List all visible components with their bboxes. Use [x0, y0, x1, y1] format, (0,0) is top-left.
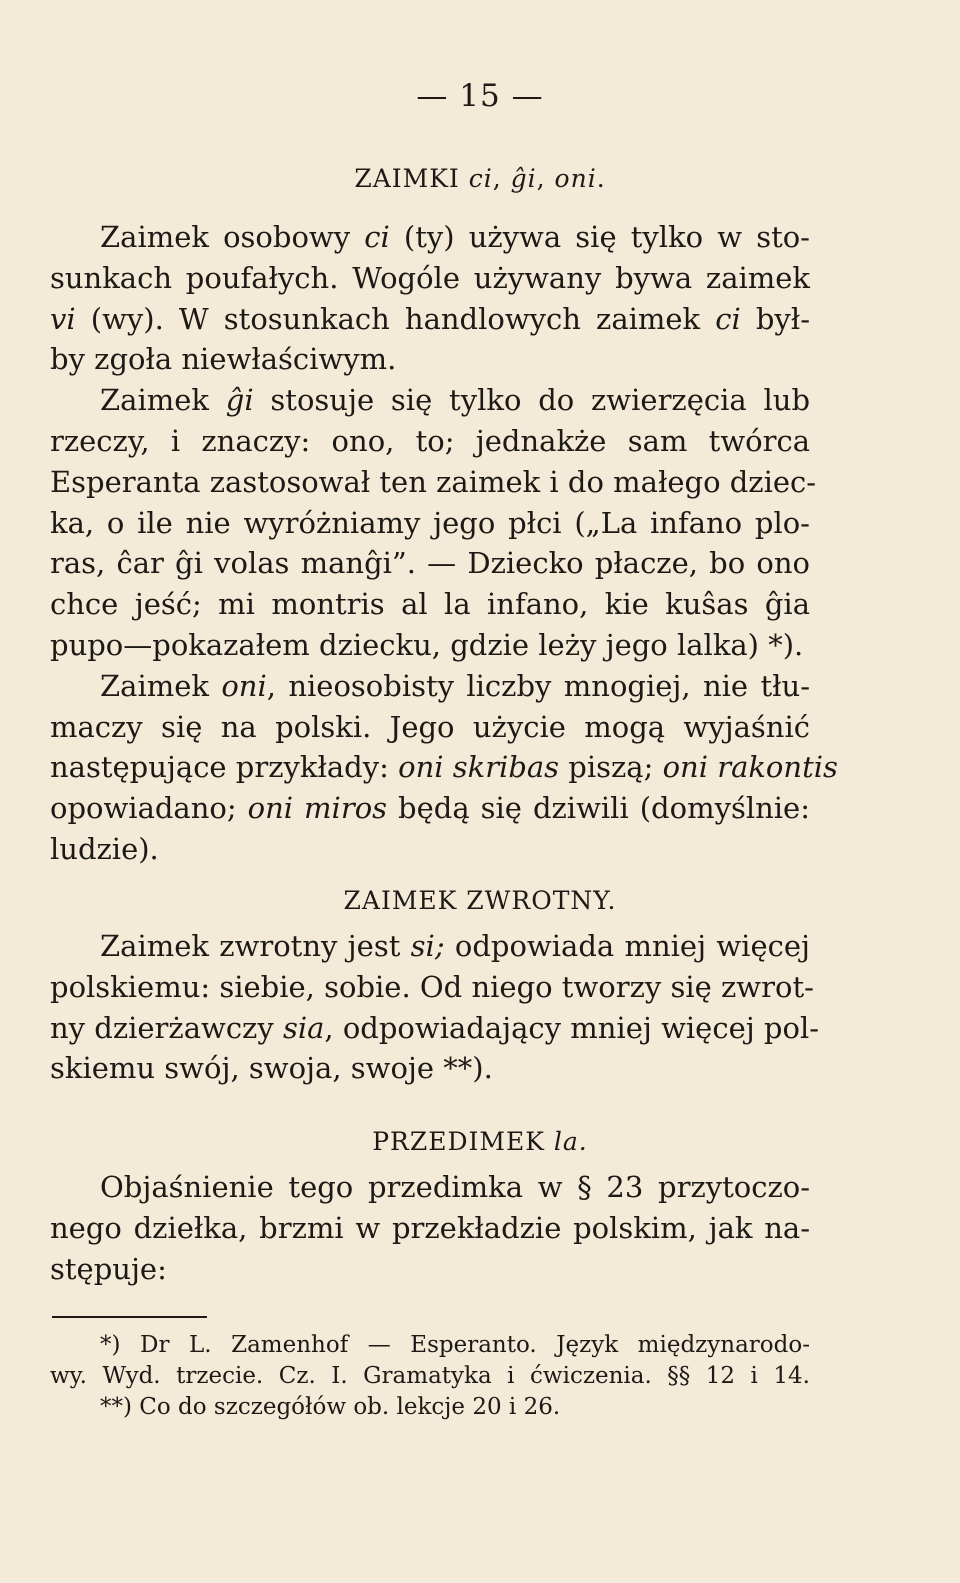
text-line: Esperanta zastosował ten zaimek i do małego dziec- — [50, 464, 817, 499]
text-line: Zaimek osobowy ci (ty) używa się tylko w sto- — [100, 220, 810, 254]
footnote-line: **) Co do szczegółów ob. lekcje 20 i 26. — [100, 1394, 561, 1420]
text-line: Zaimek ĝi stosuje się tylko do zwierzęcia lub — [100, 383, 811, 418]
footnote-line: *) Dr L. Zamenhof — Esperanto. Język międzynarodo- — [100, 1332, 810, 1358]
text-line: sunkach poufałych. Wogóle używany bywa zaimek — [50, 260, 810, 295]
text-line: pupo—pokazałem dziecku, gdzie leży jego lalka) *). — [50, 627, 804, 662]
text-line: nego dziełka, brzmi w przekładzie polskim, jak na- — [50, 1210, 810, 1245]
text-line: ras, ĉar ĝi volas manĝi”. — Dziecko płacze, bo ono — [50, 546, 810, 581]
footnote-rule — [52, 1316, 207, 1318]
text-line: ka, o ile nie wyróżniamy jego płci („La infano plo- — [50, 505, 810, 540]
text-line: maczy się na polski. Jego użycie mogą wyjaśnić — [50, 709, 810, 744]
text-line: rzeczy, i znaczy: ono, to; jednakże sam twórca — [50, 423, 810, 458]
section-body-zaimek-zwrotny — [50, 926, 820, 1089]
text-line: stępuje: — [50, 1251, 167, 1286]
text-line: skiemu swój, swoja, swoje **). — [50, 1051, 493, 1086]
text-line: następujące przykłady: oni skribas piszą; oni rakontis — [50, 750, 838, 785]
text-line: polskiemu: siebie, sobie. Od niego tworzy się zwrot- — [50, 969, 814, 1004]
section-body-przedimek — [50, 1167, 810, 1289]
text-line: vi (wy). W stosunkach handlowych zaimek ci był- — [50, 301, 811, 336]
text-line: Objaśnienie tego przedimka w § 23 przytoczo- — [100, 1170, 810, 1204]
section-body-zaimki — [50, 217, 838, 870]
footnotes — [50, 1330, 810, 1423]
text-line: ny dzierżawczy sia, odpowiadający mniej więcej pol- — [50, 1010, 820, 1045]
text-line: opowiadano; oni miros będą się dziwili (domyślnie: — [50, 791, 810, 826]
page-number: — 15 — — [416, 78, 544, 114]
section-heading-przedimek: PRZEDIMEK la. — [372, 1127, 588, 1156]
footnote-line: wy. Wyd. trzecie. Cz. I. Gramatyka i ćwiczenia. §§ 12 i 14. — [50, 1363, 810, 1389]
section-heading-zaimek-zwrotny: ZAIMEK ZWROTNY. — [343, 886, 617, 915]
section-heading-zaimki: ZAIMKI ci, ĝi, oni. — [354, 164, 606, 193]
text-line: ludzie). — [50, 831, 159, 866]
text-line: chce jeść; mi montris al la infano, kie kuŝas ĝia — [50, 587, 810, 622]
text-line: by zgoła niewłaściwym. — [50, 342, 397, 377]
text-line: Zaimek zwrotny jest si; odpowiada mniej więcej — [100, 929, 811, 963]
text-line: Zaimek oni, nieosobisty liczby mnogiej, nie tłu- — [100, 668, 810, 703]
